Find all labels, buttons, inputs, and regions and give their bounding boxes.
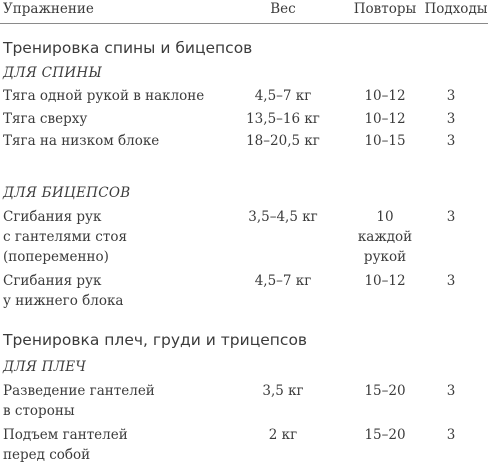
subsection-title-biceps: ДЛЯ БИЦЕПСОВ [3,185,131,201]
exercise-reps-line: рукой [363,249,407,265]
exercise-name-line: Разведение гантелей [3,383,155,399]
exercise-reps: 15–20 [364,427,406,443]
exercise-reps-line: каждой [357,229,413,245]
exercise-reps: 10–15 [364,133,406,149]
column-header-weight: Вес [270,1,296,17]
section-title-shoulders-chest-triceps: Тренировка плеч, груди и трицепсов [3,331,308,349]
exercise-weight: 3,5–4,5 кг [248,209,318,225]
exercise-name-line: у нижнего блока [3,293,124,309]
exercise-sets: 3 [446,427,456,443]
exercise-name-line: Сгибания рук [3,209,102,225]
column-header-reps: Повторы [353,1,417,17]
exercise-name: Тяга одной рукой в наклоне [3,88,205,104]
exercise-weight: 4,5–7 кг [254,273,312,289]
exercise-weight: 13,5–16 кг [246,111,320,127]
exercise-weight: 3,5 кг [262,383,304,399]
header-divider [0,23,488,24]
exercise-name-line: Подъем гантелей [3,427,128,443]
subsection-title-shoulders: ДЛЯ ПЛЕЧ [3,359,87,375]
exercise-sets: 3 [446,209,456,225]
exercise-reps-line: 10 [376,209,394,225]
exercise-name-line: (попеременно) [3,249,109,265]
subsection-title-back: ДЛЯ СПИНЫ [3,65,103,81]
exercise-name: Тяга сверху [3,111,88,127]
column-header-sets: Подходы [424,1,488,17]
exercise-name-line: с гантелями стоя [3,229,127,245]
exercise-weight: 18–20,5 кг [246,133,320,149]
exercise-weight: 4,5–7 кг [254,88,312,104]
exercise-name: Тяга на низком блоке [3,133,160,149]
exercise-reps: 10–12 [364,111,406,127]
exercise-sets: 3 [446,111,456,127]
exercise-reps: 10–12 [364,273,406,289]
exercise-name-line: перед собой [3,447,91,463]
exercise-name-line: в стороны [3,403,75,419]
exercise-weight: 2 кг [268,427,298,443]
exercise-reps: 10–12 [364,88,406,104]
exercise-name-line: Сгибания рук [3,273,102,289]
exercise-sets: 3 [446,88,456,104]
column-header-exercise: Упражнение [3,1,94,17]
exercise-sets: 3 [446,383,456,399]
exercise-sets: 3 [446,273,456,289]
exercise-reps: 15–20 [364,383,406,399]
exercise-sets: 3 [446,133,456,149]
section-title-back-biceps: Тренировка спины и бицепсов [3,39,253,57]
